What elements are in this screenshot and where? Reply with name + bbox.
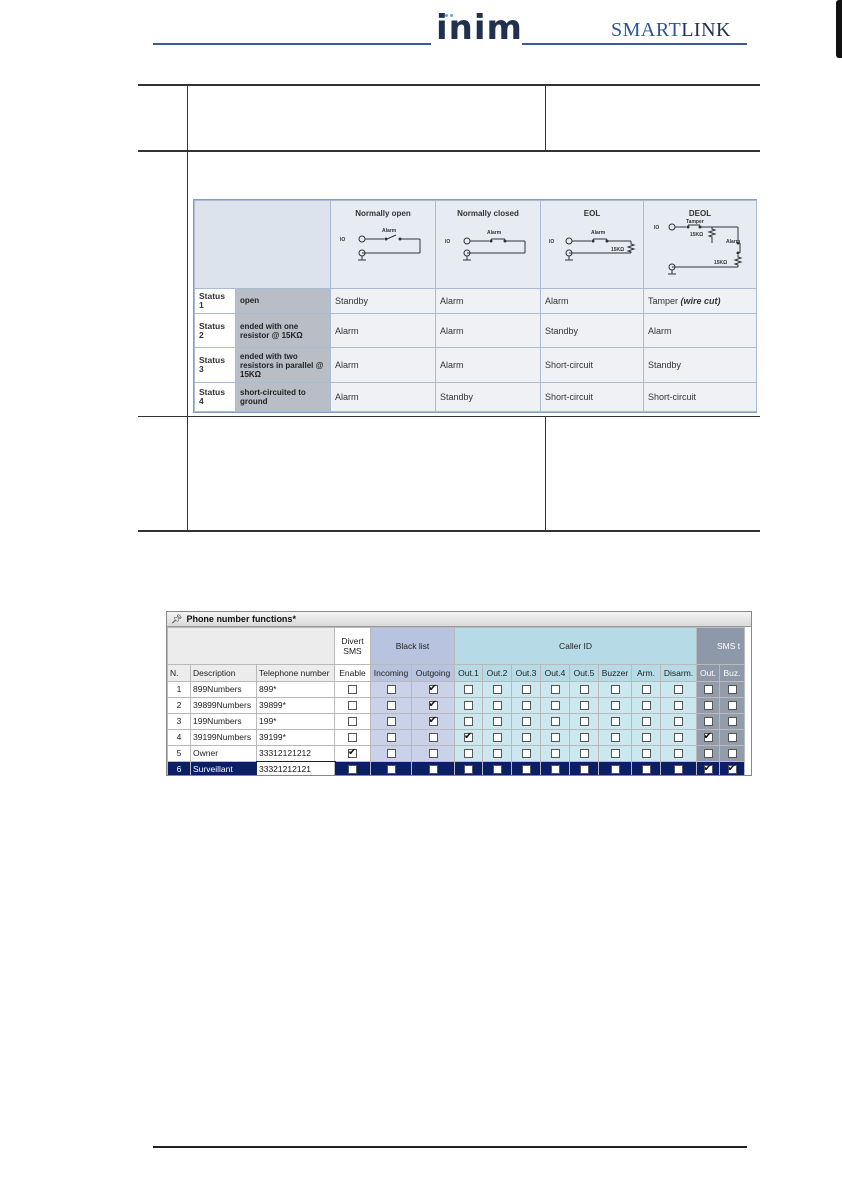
- description-cell[interactable]: 39899Numbers: [191, 698, 257, 714]
- column-header[interactable]: Disarm.: [661, 665, 697, 682]
- cell-value: Alarm: [541, 289, 644, 314]
- svg-text:IO: IO: [549, 239, 555, 245]
- checkbox[interactable]: [429, 765, 438, 774]
- checkbox[interactable]: [580, 765, 589, 774]
- checkbox-cell: [599, 682, 632, 698]
- group-black-list: Black list: [371, 628, 455, 665]
- column-header[interactable]: Telephone number: [257, 665, 335, 682]
- column-header[interactable]: Enable: [335, 665, 371, 682]
- checkbox[interactable]: [387, 765, 396, 774]
- row-number[interactable]: 6: [168, 762, 191, 777]
- column-header[interactable]: Out.: [697, 665, 720, 682]
- col-eol: EOL IO Alarm 15KΩ: [541, 201, 644, 289]
- cell-value: Alarm: [644, 313, 757, 348]
- checkbox[interactable]: [522, 733, 531, 742]
- row-number[interactable]: 1: [168, 682, 191, 698]
- svg-text:Alarm: Alarm: [726, 239, 741, 245]
- column-header[interactable]: Outgoing: [412, 665, 455, 682]
- checkbox[interactable]: [551, 765, 560, 774]
- status-label: Status 1: [195, 289, 236, 314]
- status-condition: ended with two resistors in parallel @ 15KΩ: [236, 348, 331, 383]
- checkbox[interactable]: [674, 717, 683, 726]
- checkbox-cell: [720, 698, 745, 714]
- cell-value: Alarm: [331, 348, 436, 383]
- checkbox-cell: [371, 730, 412, 746]
- checkbox-cell: [483, 714, 512, 730]
- telephone-number-cell[interactable]: 199*: [257, 714, 335, 730]
- checkbox[interactable]: [642, 701, 651, 710]
- table-corner: [195, 201, 331, 289]
- svg-text:Alarm: Alarm: [487, 230, 502, 236]
- svg-text:15KΩ: 15KΩ: [690, 232, 704, 238]
- svg-text:Alarm: Alarm: [382, 228, 397, 234]
- checkbox[interactable]: [728, 701, 737, 710]
- description-cell[interactable]: Owner: [191, 746, 257, 762]
- status-condition: open: [236, 289, 331, 314]
- cell-value: Short-circuit: [541, 383, 644, 412]
- checkbox-cell: [632, 746, 661, 762]
- checkbox[interactable]: [348, 701, 357, 710]
- status-row-2: [195, 313, 757, 348]
- checkbox-cell: [412, 698, 455, 714]
- row-number[interactable]: 3: [168, 714, 191, 730]
- frame-col-divider: [187, 86, 188, 531]
- checkbox-cell: [371, 714, 412, 730]
- checkbox-cell: [412, 714, 455, 730]
- header-rule-right: [522, 43, 747, 45]
- checkbox[interactable]: [493, 765, 502, 774]
- checkbox-cell: [512, 762, 541, 777]
- checkbox[interactable]: [674, 701, 683, 710]
- checkbox[interactable]: [580, 685, 589, 694]
- checkbox[interactable]: [642, 685, 651, 694]
- checkbox[interactable]: [387, 685, 396, 694]
- checkbox[interactable]: [551, 685, 560, 694]
- checkbox-cell: [541, 730, 570, 746]
- checkbox-cell: [412, 730, 455, 746]
- checkbox-cell: [599, 746, 632, 762]
- checkbox[interactable]: [387, 701, 396, 710]
- table-row[interactable]: [168, 762, 745, 777]
- checkbox-cell: [541, 714, 570, 730]
- checkbox-cell: [483, 762, 512, 777]
- checkbox-cell: [455, 746, 483, 762]
- svg-text:IO: IO: [445, 239, 451, 245]
- checkbox-cell: [697, 746, 720, 762]
- checkbox-cell: [483, 682, 512, 698]
- status-row-3: [195, 348, 757, 383]
- checkbox-cell: [541, 762, 570, 777]
- checkbox-cell: [570, 762, 599, 777]
- telephone-number-cell[interactable]: 39899*: [257, 698, 335, 714]
- description-cell[interactable]: 199Numbers: [191, 714, 257, 730]
- checkbox[interactable]: [493, 733, 502, 742]
- svg-text:IO: IO: [654, 225, 660, 231]
- group-header-row: [168, 628, 745, 665]
- col-normally-closed: Normally closed IO Alarm: [436, 201, 541, 289]
- col-normally-open: Normally open IO Alarm: [331, 201, 436, 289]
- cell-value: Standby: [331, 289, 436, 314]
- checkbox-cell: [599, 714, 632, 730]
- checkbox[interactable]: [464, 765, 473, 774]
- checkbox-cell: [541, 746, 570, 762]
- checkbox[interactable]: [642, 749, 651, 758]
- svg-text:IO: IO: [340, 237, 346, 243]
- group-caller-id: Caller ID: [455, 628, 697, 665]
- checkbox-cell: [412, 682, 455, 698]
- checkbox[interactable]: [348, 749, 357, 758]
- frame-rule-4: [138, 530, 760, 532]
- normally-closed-diagram-icon: [443, 222, 533, 262]
- cell-value: Alarm: [331, 313, 436, 348]
- telephone-number-cell[interactable]: 33321212121: [257, 762, 335, 777]
- checkbox-cell: [512, 730, 541, 746]
- checkbox[interactable]: [429, 749, 438, 758]
- checkbox[interactable]: [551, 733, 560, 742]
- window-title: Phone number functions*: [186, 614, 296, 624]
- checkbox[interactable]: [704, 701, 713, 710]
- checkbox[interactable]: [522, 717, 531, 726]
- cell-value: Standby: [541, 313, 644, 348]
- checkbox[interactable]: [704, 749, 713, 758]
- checkbox-cell: [599, 730, 632, 746]
- checkbox-cell: [412, 762, 455, 777]
- checkbox[interactable]: [522, 749, 531, 758]
- cell-value: Standby: [436, 383, 541, 412]
- checkbox[interactable]: [493, 685, 502, 694]
- checkbox-cell: [697, 682, 720, 698]
- table-row[interactable]: [168, 698, 745, 714]
- column-header[interactable]: Description: [191, 665, 257, 682]
- checkbox-cell: [697, 730, 720, 746]
- checkbox-cell: [455, 714, 483, 730]
- checkbox[interactable]: [642, 717, 651, 726]
- checkbox-cell: [570, 698, 599, 714]
- frame-rule-3: [138, 416, 760, 417]
- checkbox[interactable]: [611, 717, 620, 726]
- checkbox-cell: [371, 682, 412, 698]
- checkbox-cell: [632, 730, 661, 746]
- checkbox-cell: [632, 698, 661, 714]
- checkbox-cell: [412, 746, 455, 762]
- checkbox-cell: [335, 698, 371, 714]
- description-cell[interactable]: Surveillant: [191, 762, 257, 777]
- checkbox-cell: [371, 746, 412, 762]
- checkbox-cell: [661, 746, 697, 762]
- group-divert-sms: Divert SMS: [335, 628, 371, 665]
- checkbox-cell: [720, 682, 745, 698]
- normally-open-diagram-icon: [338, 222, 428, 262]
- column-header[interactable]: Out.2: [483, 665, 512, 682]
- checkbox-cell: [599, 698, 632, 714]
- checkbox[interactable]: [674, 733, 683, 742]
- cell-value-tamper: Tamper (wire cut): [644, 289, 757, 314]
- checkbox[interactable]: [611, 749, 620, 758]
- checkbox-cell: [541, 698, 570, 714]
- checkbox-cell: [661, 698, 697, 714]
- checkbox-cell: [483, 746, 512, 762]
- cell-value: Standby: [644, 348, 757, 383]
- group-empty: [168, 628, 335, 665]
- checkbox[interactable]: [728, 749, 737, 758]
- checkbox[interactable]: [704, 685, 713, 694]
- checkbox[interactable]: [704, 717, 713, 726]
- checkbox-cell: [371, 698, 412, 714]
- column-header[interactable]: Buz.: [720, 665, 745, 682]
- row-number[interactable]: 4: [168, 730, 191, 746]
- checkbox[interactable]: [704, 765, 713, 774]
- checkbox-cell: [483, 730, 512, 746]
- status-label: Status 4: [195, 383, 236, 412]
- checkbox-cell: [335, 746, 371, 762]
- column-header[interactable]: N.: [168, 665, 191, 682]
- checkbox[interactable]: [348, 717, 357, 726]
- checkbox-cell: [720, 762, 745, 777]
- checkbox[interactable]: [493, 749, 502, 758]
- checkbox[interactable]: [348, 685, 357, 694]
- checkbox-cell: [720, 730, 745, 746]
- checkbox[interactable]: [522, 701, 531, 710]
- status-row-4: [195, 383, 757, 412]
- checkbox-cell: [455, 698, 483, 714]
- column-header[interactable]: Out.5: [570, 665, 599, 682]
- group-sms: SMS t: [697, 628, 745, 665]
- cell-value: Short-circuit: [644, 383, 757, 412]
- table-row[interactable]: [168, 746, 745, 762]
- checkbox-cell: [335, 682, 371, 698]
- checkbox-cell: [632, 714, 661, 730]
- status-condition: ended with one resistor @ 15KΩ: [236, 313, 331, 348]
- column-header[interactable]: Buzzer: [599, 665, 632, 682]
- window-title-bar: [167, 612, 751, 627]
- checkbox[interactable]: [429, 701, 438, 710]
- table-row[interactable]: [168, 714, 745, 730]
- checkbox-cell: [632, 762, 661, 777]
- checkbox[interactable]: [728, 717, 737, 726]
- checkbox[interactable]: [387, 749, 396, 758]
- row-number[interactable]: 5: [168, 746, 191, 762]
- checkbox-cell: [570, 730, 599, 746]
- column-header[interactable]: Out.1: [455, 665, 483, 682]
- checkbox[interactable]: [464, 685, 473, 694]
- checkbox-cell: [661, 762, 697, 777]
- checkbox[interactable]: [611, 685, 620, 694]
- checkbox[interactable]: [387, 717, 396, 726]
- checkbox[interactable]: [551, 749, 560, 758]
- cell-value: Short-circuit: [541, 348, 644, 383]
- checkbox[interactable]: [611, 701, 620, 710]
- column-header-row: [168, 665, 745, 682]
- checkbox[interactable]: [580, 701, 589, 710]
- smartlink-logo-part-a: SMART: [611, 19, 682, 41]
- checkbox-cell: [661, 682, 697, 698]
- checkbox[interactable]: [348, 733, 357, 742]
- checkbox-cell: [697, 698, 720, 714]
- phone-number-functions-window: [166, 611, 752, 776]
- telephone-number-cell[interactable]: 899*: [257, 682, 335, 698]
- frame-col-divider-bottom: [545, 417, 546, 530]
- checkbox[interactable]: [464, 701, 473, 710]
- checkbox[interactable]: [464, 749, 473, 758]
- checkbox-cell: [570, 746, 599, 762]
- svg-text:Alarm: Alarm: [591, 230, 606, 236]
- checkbox-cell: [697, 762, 720, 777]
- checkbox[interactable]: [493, 701, 502, 710]
- smartlink-logo-part-b: LINK: [681, 19, 731, 41]
- checkbox-cell: [512, 698, 541, 714]
- checkbox[interactable]: [642, 733, 651, 742]
- checkbox[interactable]: [580, 717, 589, 726]
- svg-text:15KΩ: 15KΩ: [714, 260, 728, 266]
- checkbox[interactable]: [642, 765, 651, 774]
- checkbox-cell: [512, 746, 541, 762]
- pin-icon[interactable]: 📌︎: [171, 614, 183, 624]
- checkbox-cell: [455, 682, 483, 698]
- checkbox[interactable]: [464, 717, 473, 726]
- checkbox[interactable]: [551, 717, 560, 726]
- checkbox[interactable]: [674, 685, 683, 694]
- checkbox-cell: [541, 682, 570, 698]
- phone-functions-grid: [167, 627, 745, 776]
- row-number[interactable]: 2: [168, 698, 191, 714]
- checkbox[interactable]: [429, 685, 438, 694]
- checkbox[interactable]: [674, 749, 683, 758]
- cell-value: Alarm: [436, 313, 541, 348]
- checkbox-cell: [483, 698, 512, 714]
- checkbox-cell: [632, 682, 661, 698]
- column-header[interactable]: Out.3: [512, 665, 541, 682]
- checkbox[interactable]: [348, 765, 357, 774]
- svg-text:15KΩ: 15KΩ: [611, 247, 625, 253]
- checkbox-cell: [512, 714, 541, 730]
- checkbox[interactable]: [580, 733, 589, 742]
- deol-diagram-icon: [652, 219, 748, 275]
- checkbox-cell: [661, 714, 697, 730]
- checkbox[interactable]: [611, 733, 620, 742]
- checkbox-cell: [371, 762, 412, 777]
- checkbox-cell: [335, 762, 371, 777]
- frame-col-divider-top: [545, 86, 546, 150]
- page-edge-tab: [836, 0, 842, 58]
- checkbox-cell: [335, 730, 371, 746]
- checkbox-cell: [570, 682, 599, 698]
- checkbox[interactable]: [728, 733, 737, 742]
- checkbox-cell: [697, 714, 720, 730]
- column-header[interactable]: Arm.: [632, 665, 661, 682]
- checkbox[interactable]: [704, 733, 713, 742]
- checkbox-cell: [661, 730, 697, 746]
- frame-rule-2: [138, 150, 760, 152]
- svg-text:Tamper: Tamper: [686, 219, 704, 225]
- table-row[interactable]: [168, 730, 745, 746]
- checkbox[interactable]: [522, 685, 531, 694]
- header-rule-left: [153, 43, 431, 45]
- checkbox-cell: [455, 762, 483, 777]
- telephone-number-cell[interactable]: 39199*: [257, 730, 335, 746]
- checkbox[interactable]: [728, 685, 737, 694]
- checkbox-cell: [455, 730, 483, 746]
- checkbox[interactable]: [493, 717, 502, 726]
- checkbox-cell: [335, 714, 371, 730]
- footer-rule: [153, 1146, 747, 1148]
- checkbox-cell: [570, 714, 599, 730]
- cell-value: Alarm: [436, 289, 541, 314]
- checkbox[interactable]: [429, 717, 438, 726]
- table-row[interactable]: [168, 682, 745, 698]
- smartlink-logo: [611, 19, 731, 41]
- checkbox[interactable]: [464, 733, 473, 742]
- status-label: Status 3: [195, 348, 236, 383]
- checkbox[interactable]: [611, 765, 620, 774]
- checkbox[interactable]: [728, 765, 737, 774]
- cell-value: Alarm: [436, 348, 541, 383]
- checkbox[interactable]: [522, 765, 531, 774]
- telephone-number-cell[interactable]: 33312121212: [257, 746, 335, 762]
- col-deol: DEOL IO Tamper 15KΩ Alarm 15KΩ: [644, 201, 757, 289]
- checkbox[interactable]: [580, 749, 589, 758]
- status-label: Status 2: [195, 313, 236, 348]
- status-condition: short-circuited to ground: [236, 383, 331, 412]
- column-header[interactable]: Out.4: [541, 665, 570, 682]
- eol-diagram-icon: [547, 222, 637, 262]
- description-cell[interactable]: 39199Numbers: [191, 730, 257, 746]
- column-header[interactable]: Incoming: [371, 665, 412, 682]
- status-row-1: [195, 289, 757, 314]
- checkbox[interactable]: [551, 701, 560, 710]
- inim-logo: inim: [436, 8, 523, 48]
- cell-value: Alarm: [331, 383, 436, 412]
- checkbox-cell: [599, 762, 632, 777]
- description-cell[interactable]: 899Numbers: [191, 682, 257, 698]
- checkbox-cell: [720, 714, 745, 730]
- checkbox[interactable]: [387, 733, 396, 742]
- checkbox-cell: [720, 746, 745, 762]
- checkbox-cell: [512, 682, 541, 698]
- frame-rule-1: [138, 84, 760, 86]
- checkbox[interactable]: [674, 765, 683, 774]
- checkbox[interactable]: [429, 733, 438, 742]
- circuit-status-table: [193, 199, 757, 413]
